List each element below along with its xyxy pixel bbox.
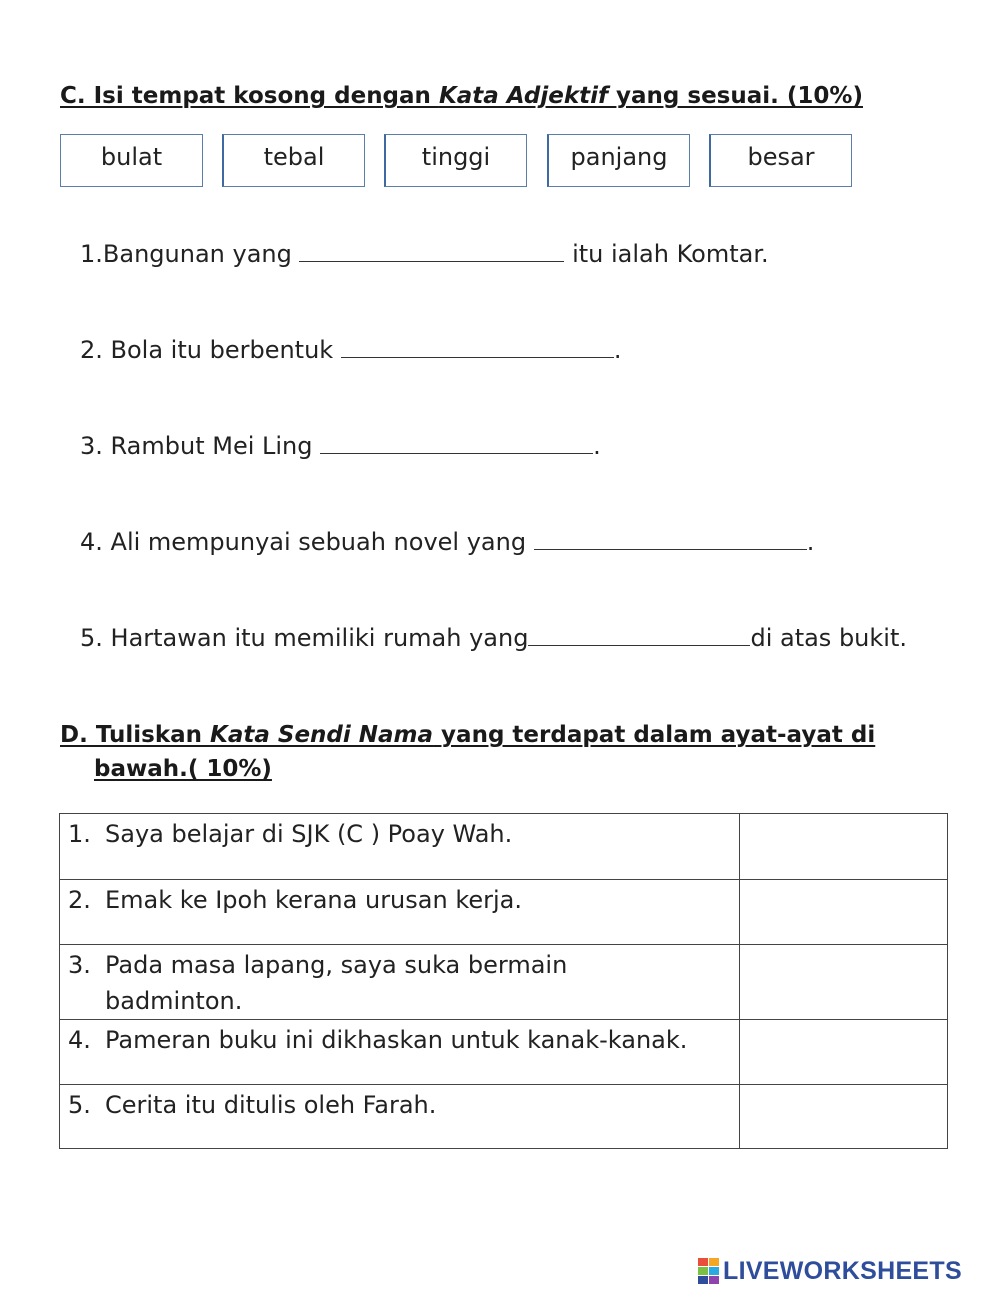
- question-3-after: .: [593, 432, 601, 460]
- question-cell: [60, 945, 740, 1020]
- question-2-before: 2. Bola itu berbentuk: [80, 336, 341, 364]
- row-number: 4.: [68, 1026, 91, 1054]
- section-d-heading: [60, 718, 920, 786]
- answer-cell[interactable]: [740, 814, 948, 880]
- answer-blank-2[interactable]: [341, 334, 614, 358]
- question-1-after: itu ialah Komtar.: [564, 240, 769, 268]
- answer-blank-3[interactable]: [320, 430, 593, 454]
- question-cell: [60, 1020, 740, 1085]
- logo-block: [698, 1276, 708, 1284]
- word-bank-item: tebal: [222, 134, 365, 187]
- word-bank-item: panjang: [547, 134, 690, 187]
- row-sentence: Emak ke Ipoh kerana urusan kerja.: [105, 886, 522, 914]
- row-sentence-line: badminton.: [105, 987, 243, 1015]
- section-d-heading-italic: Kata Sendi Nama: [210, 722, 434, 748]
- question-4: [80, 526, 814, 558]
- answer-blank-1[interactable]: [299, 238, 564, 262]
- section-d-heading-line2: bawah.( 10%): [94, 756, 272, 782]
- question-1: [80, 238, 769, 270]
- question-4-before: 4. Ali mempunyai sebuah novel yang: [80, 528, 534, 556]
- row-number: 2.: [68, 886, 91, 914]
- row-sentence: Saya belajar di SJK (C ) Poay Wah.: [105, 820, 513, 848]
- logo-block: [698, 1258, 708, 1266]
- logo-block: [709, 1267, 719, 1275]
- question-5: [80, 622, 907, 654]
- logo-block: [709, 1276, 719, 1284]
- logo-block: [698, 1267, 708, 1275]
- section-c-heading-pre: C. Isi tempat kosong dengan: [60, 83, 439, 109]
- question-2: [80, 334, 621, 366]
- question-3-before: 3. Rambut Mei Ling: [80, 432, 321, 460]
- table-row: [60, 945, 948, 1020]
- answer-cell[interactable]: [740, 880, 948, 945]
- section-c-heading-italic: Kata Adjektif: [438, 83, 617, 109]
- brand-name: LIVEWORKSHEETS: [723, 1256, 962, 1285]
- word-bank-item: tinggi: [384, 134, 527, 187]
- question-cell: [60, 1085, 740, 1149]
- row-number: 3.: [68, 951, 91, 979]
- table-row: [60, 880, 948, 945]
- row-number: 5.: [68, 1091, 91, 1119]
- question-3: [80, 430, 601, 462]
- question-2-after: .: [613, 336, 622, 364]
- answer-table: [59, 813, 948, 1149]
- word-bank-item: besar: [709, 134, 852, 187]
- table-row: [60, 1085, 948, 1149]
- section-d-heading-pre: D. Tuliskan: [60, 722, 211, 748]
- answer-blank-5[interactable]: [528, 622, 750, 646]
- logo-block: [709, 1258, 719, 1266]
- question-5-after: di atas bukit.: [750, 624, 907, 652]
- answer-cell[interactable]: [740, 945, 948, 1020]
- liveworksheets-logo: [698, 1258, 962, 1284]
- answer-cell[interactable]: [740, 1085, 948, 1149]
- table-row: [60, 814, 948, 880]
- row-number: 1.: [68, 820, 91, 848]
- row-sentence: Pameran buku ini dikhaskan untuk kanak-kanak.: [105, 1026, 688, 1054]
- row-sentence: Cerita itu ditulis oleh Farah.: [105, 1091, 437, 1119]
- question-cell: [60, 880, 740, 945]
- question-cell: [60, 814, 740, 880]
- question-5-before: 5. Hartawan itu memiliki rumah yang: [80, 624, 529, 652]
- answer-blank-4[interactable]: [534, 526, 807, 550]
- section-d-heading-post: yang terdapat dalam ayat-ayat di: [433, 722, 876, 748]
- word-bank-item: bulat: [60, 134, 203, 187]
- liveworksheets-logo-icon: [698, 1258, 719, 1284]
- answer-cell[interactable]: [740, 1020, 948, 1085]
- question-1-before: 1.Bangunan yang: [80, 240, 300, 268]
- row-sentence-line: Pada masa lapang, saya suka bermain: [105, 951, 568, 979]
- question-4-after: .: [806, 528, 815, 556]
- section-c-heading: [60, 79, 863, 113]
- table-row: [60, 1020, 948, 1085]
- section-c-heading-post: yang sesuai. (10%): [616, 83, 863, 109]
